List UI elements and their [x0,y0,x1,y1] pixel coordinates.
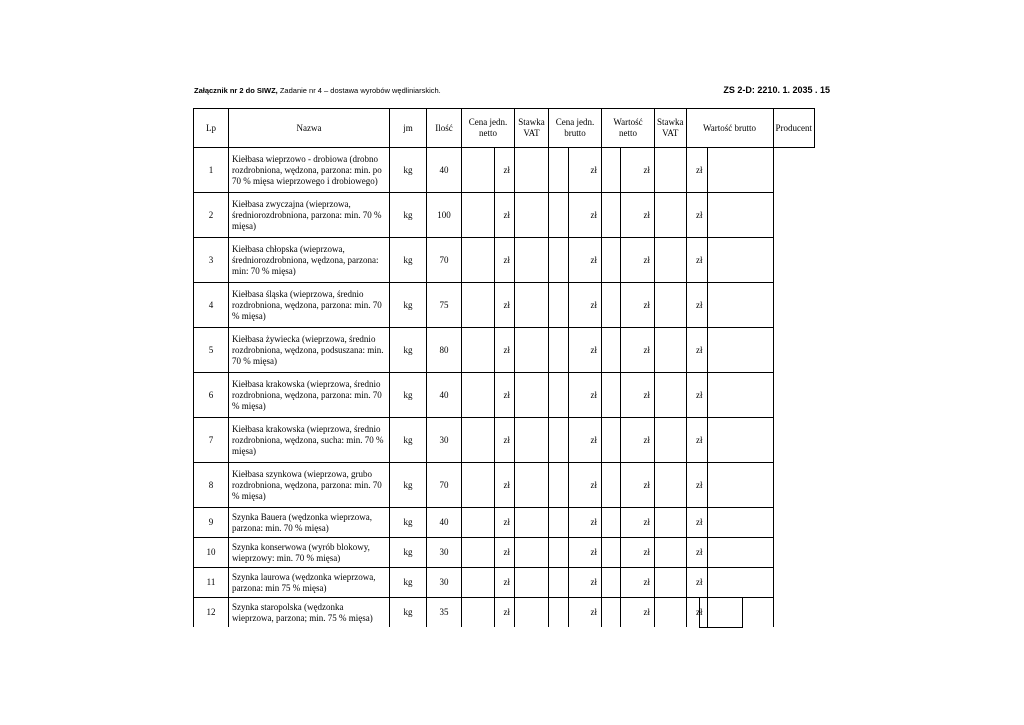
cena-brutto-currency: zł [569,283,602,328]
wartosc-netto-currency: zł [621,463,655,508]
col-cena-brutto: Cena jedn. brutto [549,109,602,148]
row-lp: 2 [194,193,229,238]
input-box[interactable] [699,597,743,628]
cena-brutto-field[interactable] [549,538,569,568]
col-producent: Producent [773,109,815,148]
table-row [194,193,815,238]
row-jm: kg [390,598,427,628]
stawka-vat-field[interactable] [515,463,549,508]
wartosc-netto-currency: zł [621,418,655,463]
wartosc-netto-field[interactable] [602,373,621,418]
stawka-vat-field[interactable] [515,373,549,418]
cena-netto-currency: zł [495,283,515,328]
table-row [194,238,815,283]
stawka-vat-field[interactable] [515,508,549,538]
row-qty: 40 [427,373,462,418]
row-lp: 4 [194,283,229,328]
row-lp: 12 [194,598,229,628]
row-qty: 30 [427,538,462,568]
table-row [194,373,815,418]
wartosc-netto-field[interactable] [602,193,621,238]
cena-netto-field[interactable] [462,193,495,238]
cena-brutto-field[interactable] [549,238,569,283]
wartosc-netto-currency: zł [621,283,655,328]
wartosc-netto-currency: zł [621,373,655,418]
producent-field[interactable] [707,238,773,283]
row-qty: 70 [427,463,462,508]
table-row [194,508,815,538]
wartosc-brutto-field[interactable] [655,598,687,628]
price-table [193,108,815,628]
wartosc-brutto-currency: zł [686,283,707,328]
table-row [194,418,815,463]
stawka-vat-field[interactable] [515,238,549,283]
row-jm: kg [390,238,427,283]
row-lp: 5 [194,328,229,373]
col-wartosc-brutto: Wartość brutto [686,109,773,148]
wartosc-brutto-field[interactable] [655,463,687,508]
wartosc-brutto-currency: zł [686,373,707,418]
row-lp: 10 [194,538,229,568]
cena-brutto-currency: zł [569,508,602,538]
row-jm: kg [390,568,427,598]
cena-brutto-field[interactable] [549,508,569,538]
producent-field[interactable] [707,193,773,238]
cena-netto-currency: zł [495,418,515,463]
row-jm: kg [390,508,427,538]
wartosc-netto-field[interactable] [602,568,621,598]
cena-brutto-currency: zł [569,148,602,193]
table-header-row [194,109,815,148]
row-lp: 8 [194,463,229,508]
cena-brutto-field[interactable] [549,148,569,193]
stawka-vat-field[interactable] [515,283,549,328]
wartosc-brutto-field[interactable] [655,238,687,283]
row-jm: kg [390,463,427,508]
col-jm: jm [390,109,427,148]
wartosc-brutto-currency: zł [686,418,707,463]
cena-netto-currency: zł [495,328,515,373]
cena-netto-field[interactable] [462,238,495,283]
row-qty: 70 [427,238,462,283]
wartosc-netto-currency: zł [621,508,655,538]
producent-field[interactable] [707,538,773,568]
row-qty: 30 [427,568,462,598]
row-qty: 40 [427,148,462,193]
row-lp: 7 [194,418,229,463]
cena-netto-field[interactable] [462,463,495,508]
col-lp: Lp [194,109,229,148]
row-jm: kg [390,538,427,568]
wartosc-brutto-field[interactable] [655,328,687,373]
cena-netto-currency: zł [495,598,515,628]
table-row [194,328,815,373]
cena-brutto-currency: zł [569,568,602,598]
wartosc-netto-field[interactable] [602,598,621,628]
cena-netto-currency: zł [495,373,515,418]
cena-netto-field[interactable] [462,538,495,568]
row-qty: 75 [427,283,462,328]
wartosc-brutto-currency: zł [686,193,707,238]
attachment-title [194,86,441,95]
wartosc-netto-currency: zł [621,193,655,238]
wartosc-brutto-field[interactable] [655,283,687,328]
stawka-vat-field[interactable] [515,538,549,568]
table-row [194,148,815,193]
row-name: Kiełbasa szynkowa (wieprzowa, grubo rozdrobniona, wędzona, parzona: min. 70 % mięsa) [229,463,390,508]
row-qty: 80 [427,328,462,373]
table-body [194,148,815,628]
wartosc-brutto-field[interactable] [655,193,687,238]
producent-field[interactable] [707,418,773,463]
cena-netto-currency: zł [495,238,515,283]
row-jm: kg [390,148,427,193]
producent-field[interactable] [707,373,773,418]
cena-netto-field[interactable] [462,508,495,538]
producent-field[interactable] [707,568,773,598]
task-description: Zadanie nr 4 – dostawa wyrobów wędliniarskich. [277,86,441,95]
row-jm: kg [390,283,427,328]
table-row [194,283,815,328]
cena-netto-field[interactable] [462,283,495,328]
wartosc-brutto-currency: zł [686,568,707,598]
cena-netto-currency: zł [495,538,515,568]
cena-netto-currency: zł [495,568,515,598]
wartosc-brutto-field[interactable] [655,538,687,568]
wartosc-netto-field[interactable] [602,148,621,193]
row-name: Kiełbasa żywiecka (wieprzowa, średnio rozdrobniona, wędzona, podsuszana: min. 70 % mięsa) [229,328,390,373]
row-name: Szynka konserwowa (wyrób blokowy, wieprzowy: min. 70 % mięsa) [229,538,390,568]
row-qty: 100 [427,193,462,238]
row-jm: kg [390,373,427,418]
cena-brutto-currency: zł [569,538,602,568]
col-cena-netto: Cena jedn. netto [462,109,515,148]
wartosc-netto-field[interactable] [602,463,621,508]
row-name: Szynka laurowa (wędzonka wieprzowa, parzona: min 75 % mięsa) [229,568,390,598]
cena-netto-currency: zł [495,463,515,508]
cena-netto-field[interactable] [462,148,495,193]
wartosc-netto-field[interactable] [602,283,621,328]
cena-brutto-field[interactable] [549,283,569,328]
producent-field[interactable] [707,508,773,538]
wartosc-netto-field[interactable] [602,238,621,283]
row-jm: kg [390,418,427,463]
row-name: Kiełbasa wieprzowo - drobiowa (drobno rozdrobniona, wędzona, parzona: min. po 70 % mięsa wieprzowego i drobiowego) [229,148,390,193]
stawka-vat-field[interactable] [515,598,549,628]
wartosc-netto-currency: zł [621,568,655,598]
col-nazwa: Nazwa [229,109,390,148]
row-qty: 35 [427,598,462,628]
wartosc-netto-field[interactable] [602,418,621,463]
cena-netto-field[interactable] [462,418,495,463]
row-name: Kiełbasa krakowska (wieprzowa, średnio rozdrobniona, wędzona, parzona: min. 70 % mięsa) [229,373,390,418]
cena-brutto-currency: zł [569,463,602,508]
cena-brutto-field[interactable] [549,463,569,508]
cena-netto-currency: zł [495,193,515,238]
cena-netto-field[interactable] [462,568,495,598]
stawka-vat-field[interactable] [515,328,549,373]
row-name: Kiełbasa krakowska (wieprzowa, średnio rozdrobniona, wędzona, sucha: min. 70 % mięsa) [229,418,390,463]
cena-brutto-currency: zł [569,193,602,238]
col-stawka-vat-2: Stawka VAT [655,109,687,148]
cena-brutto-currency: zł [569,373,602,418]
row-qty: 40 [427,508,462,538]
stawka-vat-field[interactable] [515,148,549,193]
row-name: Kiełbasa chłopska (wieprzowa, średniorozdrobniona, wędzona, parzona: min: 70 % mięsa) [229,238,390,283]
cena-netto-currency: zł [495,508,515,538]
cena-netto-field[interactable] [462,328,495,373]
wartosc-brutto-field[interactable] [655,568,687,598]
table-row [194,463,815,508]
row-lp: 11 [194,568,229,598]
cena-brutto-field[interactable] [549,373,569,418]
producent-field[interactable] [707,148,773,193]
attachment-number: Załącznik nr 2 do SIWZ, [194,86,278,95]
producent-field[interactable] [707,283,773,328]
row-lp: 6 [194,373,229,418]
col-stawka-vat: Stawka VAT [515,109,549,148]
wartosc-brutto-currency: zł [686,463,707,508]
wartosc-brutto-field[interactable] [655,418,687,463]
stawka-vat-field[interactable] [515,418,549,463]
producent-field[interactable] [707,328,773,373]
col-wartosc-netto: Wartość netto [602,109,655,148]
cena-netto-field[interactable] [462,373,495,418]
cena-brutto-field[interactable] [549,193,569,238]
row-lp: 9 [194,508,229,538]
row-jm: kg [390,328,427,373]
wartosc-brutto-field[interactable] [655,508,687,538]
wartosc-netto-currency: zł [621,328,655,373]
row-lp: 3 [194,238,229,283]
col-ilosc: Ilość [427,109,462,148]
wartosc-brutto-currency: zł [686,538,707,568]
wartosc-brutto-currency: zł [686,148,707,193]
cena-brutto-currency: zł [569,418,602,463]
cena-brutto-field[interactable] [549,598,569,628]
wartosc-brutto-currency: zł [686,508,707,538]
wartosc-netto-currency: zł [621,148,655,193]
cena-brutto-currency: zł [569,238,602,283]
cena-netto-field[interactable] [462,598,495,628]
wartosc-brutto-field[interactable] [655,373,687,418]
cena-netto-currency: zł [495,148,515,193]
page-bottom-margin [0,627,1024,725]
stawka-vat-field[interactable] [515,193,549,238]
wartosc-brutto-currency: zł [686,328,707,373]
table-row [194,538,815,568]
wartosc-brutto-field[interactable] [655,148,687,193]
cena-brutto-field[interactable] [549,418,569,463]
wartosc-netto-field[interactable] [602,538,621,568]
row-name: Szynka Bauera (wędzonka wieprzowa, parzona: min. 70 % mięsa) [229,508,390,538]
row-name: Kiełbasa śląska (wieprzowa, średnio rozdrobniona, wędzona, parzona: min. 70 % mięsa) [229,283,390,328]
cena-brutto-currency: zł [569,598,602,628]
wartosc-netto-field[interactable] [602,508,621,538]
wartosc-netto-currency: zł [621,238,655,283]
row-name: Szynka staropolska (wędzonka wieprzowa, parzona; min. 75 % mięsa) [229,598,390,628]
stawka-vat-field[interactable] [515,568,549,598]
wartosc-netto-currency: zł [621,598,655,628]
cena-brutto-field[interactable] [549,568,569,598]
row-qty: 30 [427,418,462,463]
row-jm: kg [390,193,427,238]
cena-brutto-field[interactable] [549,328,569,373]
row-lp: 1 [194,148,229,193]
producent-field[interactable] [707,463,773,508]
reference-number: ZS 2-D: 2210. 1. 2035 . 15 [723,85,830,95]
row-name: Kiełbasa zwyczajna (wieprzowa, średniorozdrobniona, parzona: min. 70 % mięsa) [229,193,390,238]
table-row [194,568,815,598]
cena-brutto-currency: zł [569,328,602,373]
wartosc-netto-currency: zł [621,538,655,568]
wartosc-netto-field[interactable] [602,328,621,373]
wartosc-brutto-currency: zł [686,238,707,283]
wartosc-brutto-currency: zł [686,598,707,628]
